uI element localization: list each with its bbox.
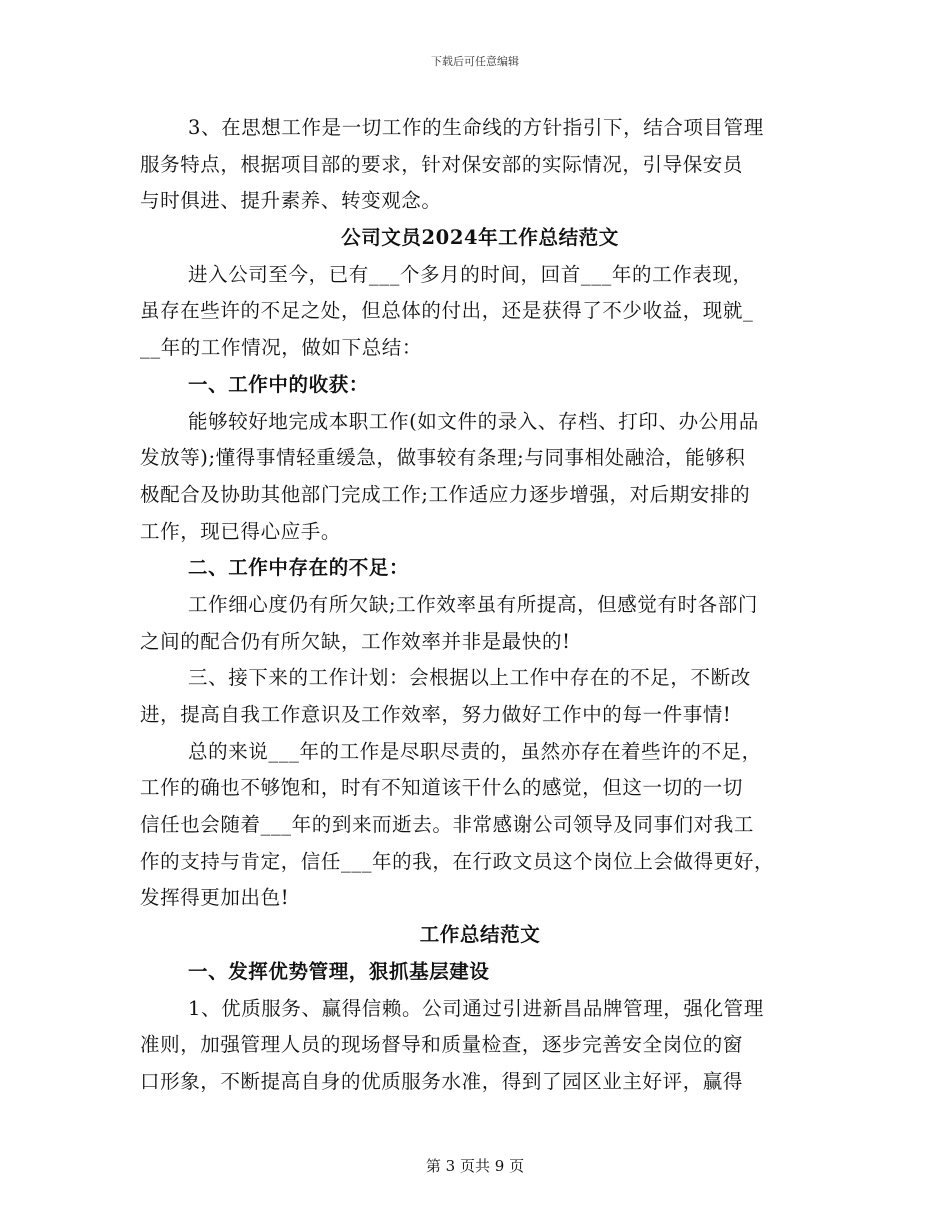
document-body (140, 110, 820, 1101)
text-line: 与时俱进、提升素养、转变观念。 (140, 189, 442, 213)
text-line: 发挥得更加出色! (140, 886, 290, 910)
page-footer: 第 3 页共 9 页 (425, 1157, 525, 1175)
section-heading: 一、工作中的收获： (188, 372, 369, 396)
text-line: 进，提高自我工作意识及工作效率，努力做好工作中的每一件事情! (140, 703, 732, 726)
text-line: __年的工作情况，做如下总结： (140, 336, 423, 360)
text-line: 虽存在些许的不足之处，但总体的付出，还是获得了不少收益，现就_ (140, 299, 754, 323)
text-line: 之间的配合仍有所欠缺，工作效率并非是最快的! (140, 629, 571, 653)
text-line: 3、在思想工作是一切工作的生命线的方针指引下，结合项目管理 (188, 116, 764, 139)
section-title: 公司文员2024年工作总结范文 (341, 226, 619, 250)
text-line: 进入公司至今，已有___个多月的时间，回首___年的工作表现， (188, 262, 753, 286)
text-line: 能够较好地完成本职工作(如文件的录入、存档、打印、办公用品 (188, 409, 760, 433)
text-line: 服务特点，根据项目部的要求，针对保安部的实际情况，引导保安员 (140, 152, 744, 176)
text-line: 1、优质服务、赢得信赖。公司通过引进新昌品牌管理，强化管理 (188, 996, 764, 1020)
text-line: 作的支持与肯定，信任___年的我，在行政文员这个岗位上会做得更好， (140, 849, 775, 873)
text-line: 工作，现已得心应手。 (140, 519, 342, 543)
text-line: 工作的确也不够饱和，时有不知道该干什么的感觉，但这一切的一切 (140, 776, 744, 800)
text-line: 发放等);懂得事情轻重缓急，做事较有条理;与同事相处融洽，能够积 (140, 446, 746, 470)
text-line: 信任也会随着___年的到来而逝去。非常感谢公司领导及同事们对我工 (140, 813, 754, 837)
text-line: 极配合及协助其他部门完成工作;工作适应力逐步增强，对后期安排的 (140, 482, 751, 506)
text-line: 工作细心度仍有所欠缺;工作效率虽有所提高，但感觉有时各部门 (188, 592, 758, 616)
text-line: 准则，加强管理人员的现场督导和质量检查，逐步完善安全岗位的窗 (140, 1033, 744, 1057)
text-line: 口形象，不断提高自身的优质服务水准，得到了园区业主好评，赢得 (140, 1069, 744, 1093)
text-line: 三、接下来的工作计划：会根据以上工作中存在的不足，不断改 (188, 666, 751, 690)
page-header: 下载后可任意编辑 (431, 55, 519, 68)
text-line: 总的来说___年的工作是尽职尽责的，虽然亦存在着些许的不足， (188, 739, 762, 763)
section-title: 工作总结范文 (419, 923, 541, 947)
section-heading: 一、发挥优势管理，狠抓基层建设 (188, 959, 490, 983)
section-heading: 二、工作中存在的不足： (188, 556, 410, 580)
